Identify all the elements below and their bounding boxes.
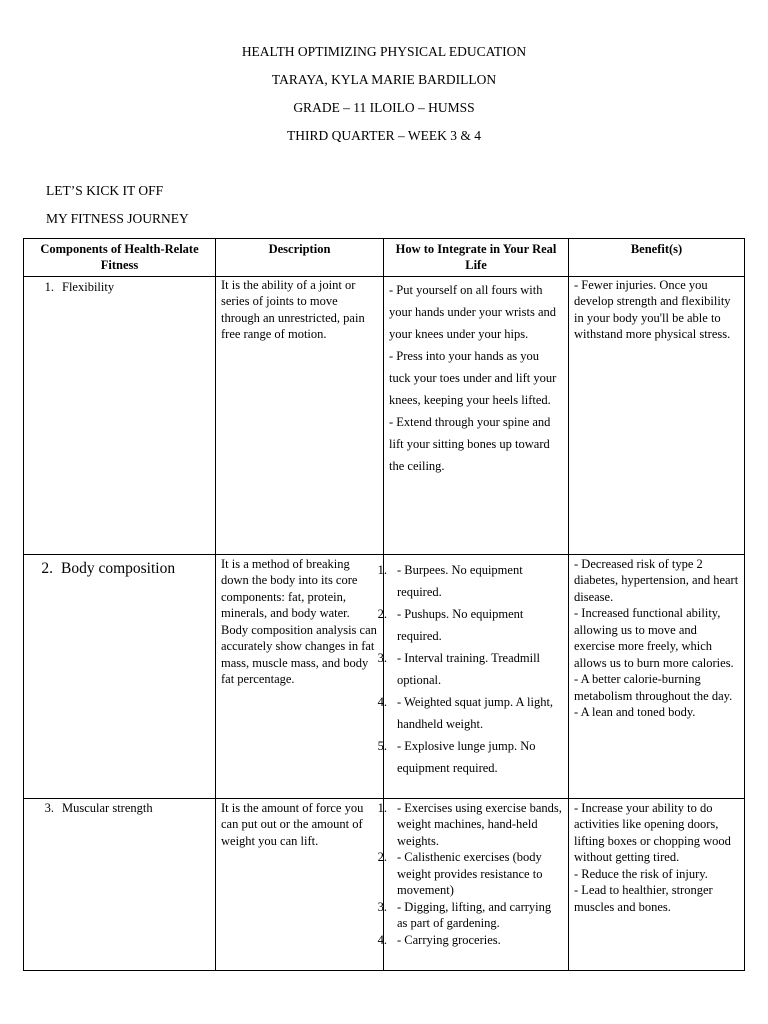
list-item: - Press into your hands as you tuck your toes under and lift your knees, keeping your heels lifted. (389, 348, 557, 407)
component-number: 2. (41, 559, 53, 577)
list-item: - Increase your ability to do activities like opening doors, lifting boxes or chopping wood without getting tired. (574, 800, 731, 864)
item-number: 3. (377, 650, 387, 665)
item-text: - Exercises using exercise bands, weight machines, hand-held weights. (397, 800, 562, 848)
fitness-table (23, 238, 745, 971)
item-number: 2. (377, 606, 387, 621)
col-header-benefits: Benefit(s) (569, 239, 745, 277)
integrate-cell (384, 276, 569, 554)
list-item (377, 932, 563, 949)
list-item (377, 559, 563, 603)
item-text: - Weighted squat jump. A light, handheld weight. (397, 694, 554, 731)
item-text: - Explosive lunge jump. No equipment required. (397, 738, 536, 775)
component-number: 3. (44, 800, 54, 815)
description-cell (216, 798, 384, 970)
list-item: - Decreased risk of type 2 diabetes, hypertension, and heart disease. (574, 556, 739, 604)
item-text: - Carrying groceries. (397, 932, 501, 947)
list-item: - Increased functional ability, allowing us to move and exercise more freely, which allows us to burn more calories. (574, 606, 734, 670)
list-item (377, 647, 563, 691)
table-header-row (24, 239, 745, 277)
component-name: Muscular strength (62, 800, 153, 815)
col-header-description: Description (216, 239, 384, 277)
col-header-component: Components of Health-Relate Fitness (24, 239, 216, 277)
component-cell (24, 276, 216, 554)
component-number: 1. (44, 279, 54, 294)
list-item: - Fewer injuries. Once you develop strength and flexibility in your body you'll be able to withstand more physical stress. (574, 277, 731, 341)
item-text: - Interval training. Treadmill optional. (397, 650, 541, 687)
list-item: - Put yourself on all fours with your hands under your wrists and your knees under your hips. (389, 282, 556, 341)
list-item (377, 735, 563, 779)
item-number: 1. (377, 800, 387, 815)
grade-section: GRADE – 11 ILOILO – HUMSS (293, 100, 475, 115)
item-number: 4. (377, 694, 387, 709)
item-number: 1. (377, 562, 387, 577)
item-number: 4. (377, 932, 387, 947)
table-row (24, 798, 745, 970)
list-item (377, 603, 563, 647)
list-item (377, 899, 563, 932)
section-heading: MY FITNESS JOURNEY (46, 211, 189, 226)
item-text: - Burpees. No equipment required. (397, 562, 523, 599)
item-text: - Pushups. No equipment required. (397, 606, 524, 643)
description-text: It is the ability of a joint or series of joints to move through an unrestricted, pain free range of motion. (221, 277, 365, 341)
item-number: 5. (377, 738, 387, 753)
description-cell (216, 276, 384, 554)
table-row (24, 276, 745, 554)
component-cell (24, 554, 216, 798)
description-text: It is the amount of force you can put out or the amount of weight you can lift. (221, 800, 364, 848)
quarter-week: THIRD QUARTER – WEEK 3 & 4 (287, 128, 481, 143)
list-item: - Reduce the risk of injury. (574, 866, 708, 881)
student-name: TARAYA, KYLA MARIE BARDILLON (271, 72, 497, 87)
benefits-cell (569, 798, 745, 970)
list-item (377, 800, 563, 850)
intro-heading: LET’S KICK IT OFF (46, 183, 164, 198)
integrate-cell (377, 554, 569, 798)
list-item: - Lead to healthier, stronger muscles and bones. (574, 883, 713, 914)
benefits-cell (569, 554, 745, 798)
list-item (377, 849, 563, 899)
item-text: - Calisthenic exercises (body weight provides resistance to movement) (397, 850, 543, 897)
component-name: Body composition (61, 559, 176, 577)
component-name: Flexibility (62, 279, 115, 294)
list-item: - Extend through your spine and lift your sitting bones up toward the ceiling. (389, 414, 551, 473)
component-cell (24, 798, 216, 970)
item-number: 3. (377, 899, 387, 914)
list-item: - A better calorie-burning metabolism throughout the day. (574, 672, 733, 703)
integrate-cell (377, 798, 569, 970)
col-header-integrate: How to Integrate in Your Real Life (384, 239, 569, 277)
list-item (377, 691, 563, 735)
item-text: - Digging, lifting, and carrying as part of gardening. (397, 899, 552, 930)
benefits-cell (569, 276, 745, 554)
doc-title: HEALTH OPTIMIZING PHYSICAL EDUCATION (241, 44, 527, 59)
description-text: It is a method of breaking down the body into its core components: fat, protein, minerals, and body water. Body composition analysis can accurately show changes in fat mass, muscle mass, and body fat percentage. (221, 556, 377, 686)
item-number: 2. (377, 850, 387, 864)
list-item: - A lean and toned body. (574, 705, 696, 719)
description-cell (216, 554, 384, 798)
table-row (24, 554, 745, 798)
